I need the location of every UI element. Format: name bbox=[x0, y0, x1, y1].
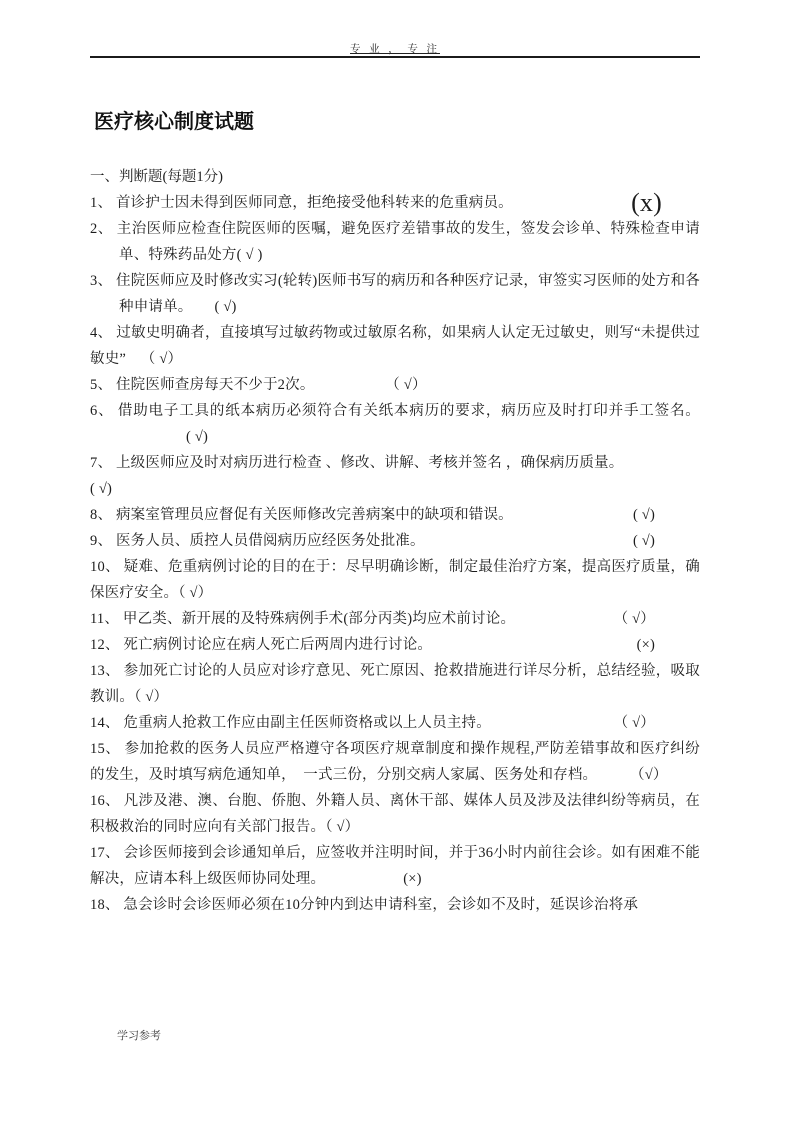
question-text: 11、 甲乙类、新开展的及特殊病例手术(部分丙类)均应术前讨论。 bbox=[90, 611, 516, 627]
question-text: 9、 医务人员、质控人员借阅病历应经医务处批准。 bbox=[90, 533, 425, 549]
page-footer-text: 学习参考 bbox=[117, 1030, 161, 1042]
answer-mark: ( √) bbox=[214, 299, 237, 315]
question-text: 1、 首诊护士因未得到医师同意，拒绝接受他科转来的危重病员。 bbox=[90, 195, 513, 211]
answer-mark: （ √） bbox=[325, 819, 360, 835]
answer-mark: (×) bbox=[403, 871, 422, 887]
question-8 bbox=[90, 502, 700, 528]
question-text: 14、 危重病人抢救工作应由副主任医师资格或以上人员主持。 bbox=[90, 715, 491, 731]
question-12 bbox=[90, 632, 700, 658]
question-14 bbox=[90, 710, 700, 736]
question-text: 5、 住院医师查房每天不少于2次。 bbox=[90, 377, 315, 393]
question-9 bbox=[90, 528, 700, 554]
answer-mark: ( √ ) bbox=[236, 247, 263, 263]
question-17 bbox=[90, 840, 700, 892]
answer-mark: （ √） bbox=[392, 377, 427, 393]
question-text: 7、 上级医师应及时对病历进行检查 、修改、讲解、考核并签名 ，确保病历质量。 bbox=[90, 455, 624, 471]
answer-mark: （ √） bbox=[613, 715, 655, 731]
answer-mark: ( √) bbox=[90, 481, 113, 497]
answer-mark: （ √） bbox=[134, 689, 169, 705]
answer-mark: (x) bbox=[631, 188, 662, 217]
question-3 bbox=[90, 268, 700, 320]
answer-mark: ( √) bbox=[632, 507, 655, 523]
question-text: 3、 住院医师应及时修改实习(轮转)医师书写的病历和各种医疗记录，审签实习医师的处方和各种申请单。 bbox=[90, 273, 700, 315]
question-text: 18、 急会诊时会诊医师必须在10分钟内到达申请科室，会诊如不及时，延误诊治将承 bbox=[90, 897, 639, 913]
answer-mark: ( √) bbox=[186, 429, 209, 445]
question-4 bbox=[90, 320, 700, 372]
question-7 bbox=[90, 450, 700, 502]
question-13 bbox=[90, 658, 700, 710]
question-18 bbox=[90, 892, 700, 918]
question-text: 10、 疑难、危重病例讨论的目的在于：尽早明确诊断，制定最佳治疗方案，提高医疗质量，确保医疗安全。 bbox=[90, 559, 700, 601]
question-1 bbox=[90, 190, 700, 216]
answer-mark: (×) bbox=[636, 637, 655, 653]
answer-mark: （ √） bbox=[178, 585, 213, 601]
question-5 bbox=[90, 372, 700, 398]
page-header-text: 专 业 ， 专 注 bbox=[350, 44, 440, 55]
question-2 bbox=[90, 216, 700, 268]
document-body bbox=[90, 0, 700, 918]
question-11 bbox=[90, 606, 700, 632]
question-text: 2、 主治医师应检查住院医师的医嘱，避免医疗差错事故的发生，签发会诊单、特殊检查申请单、特殊药品处方 bbox=[90, 221, 700, 263]
question-list bbox=[90, 190, 700, 918]
answer-mark: （ √） bbox=[148, 351, 183, 367]
page-title: 医疗核心制度试题 bbox=[94, 111, 254, 133]
question-text: 17、 会诊医师接到会诊通知单后，应签收并注明时间，并于36小时内前往会诊。如有困难不能解决，应请本科上级医师协同处理。 bbox=[90, 845, 700, 887]
question-text: 12、 死亡病例讨论应在病人死亡后两周内进行讨论。 bbox=[90, 637, 433, 653]
question-10 bbox=[90, 554, 700, 606]
answer-mark: ( √) bbox=[632, 533, 655, 549]
question-text: 8、 病案室管理员应督促有关医师修改完善病案中的缺项和错误。 bbox=[90, 507, 513, 523]
question-6 bbox=[90, 398, 700, 450]
question-text: 15、 参加抢救的医务人员应严格遵守各项医疗规章制度和操作规程,严防差错事故和医疗纠纷的发生，及时填写病危通知单， 一式三份，分别交病人家属、医务处和存档。 bbox=[90, 741, 700, 783]
answer-mark: （√） bbox=[637, 767, 668, 783]
question-text: 13、 参加死亡讨论的人员应对诊疗意见、死亡原因、抢救措施进行详尽分析，总结经验，吸取教训。 bbox=[90, 663, 700, 705]
question-16 bbox=[90, 788, 700, 840]
question-text: 6、 借助电子工具的纸本病历必须符合有关纸本病历的要求，病历应及时打印并手工签名。 bbox=[90, 403, 700, 419]
question-15 bbox=[90, 736, 700, 788]
question-text: 4、 过敏史明确者，直接填写过敏药物或过敏原名称，如果病人认定无过敏史，则写“未提供过敏史” bbox=[90, 325, 700, 367]
answer-mark: （ √） bbox=[613, 611, 655, 627]
question-text: 16、 凡涉及港、澳、台胞、侨胞、外籍人员、离休干部、媒体人员及涉及法律纠纷等病员，在积极救治的同时应向有关部门报告。 bbox=[90, 793, 700, 835]
section-heading: 一、判断题(每题1分) bbox=[90, 169, 223, 185]
